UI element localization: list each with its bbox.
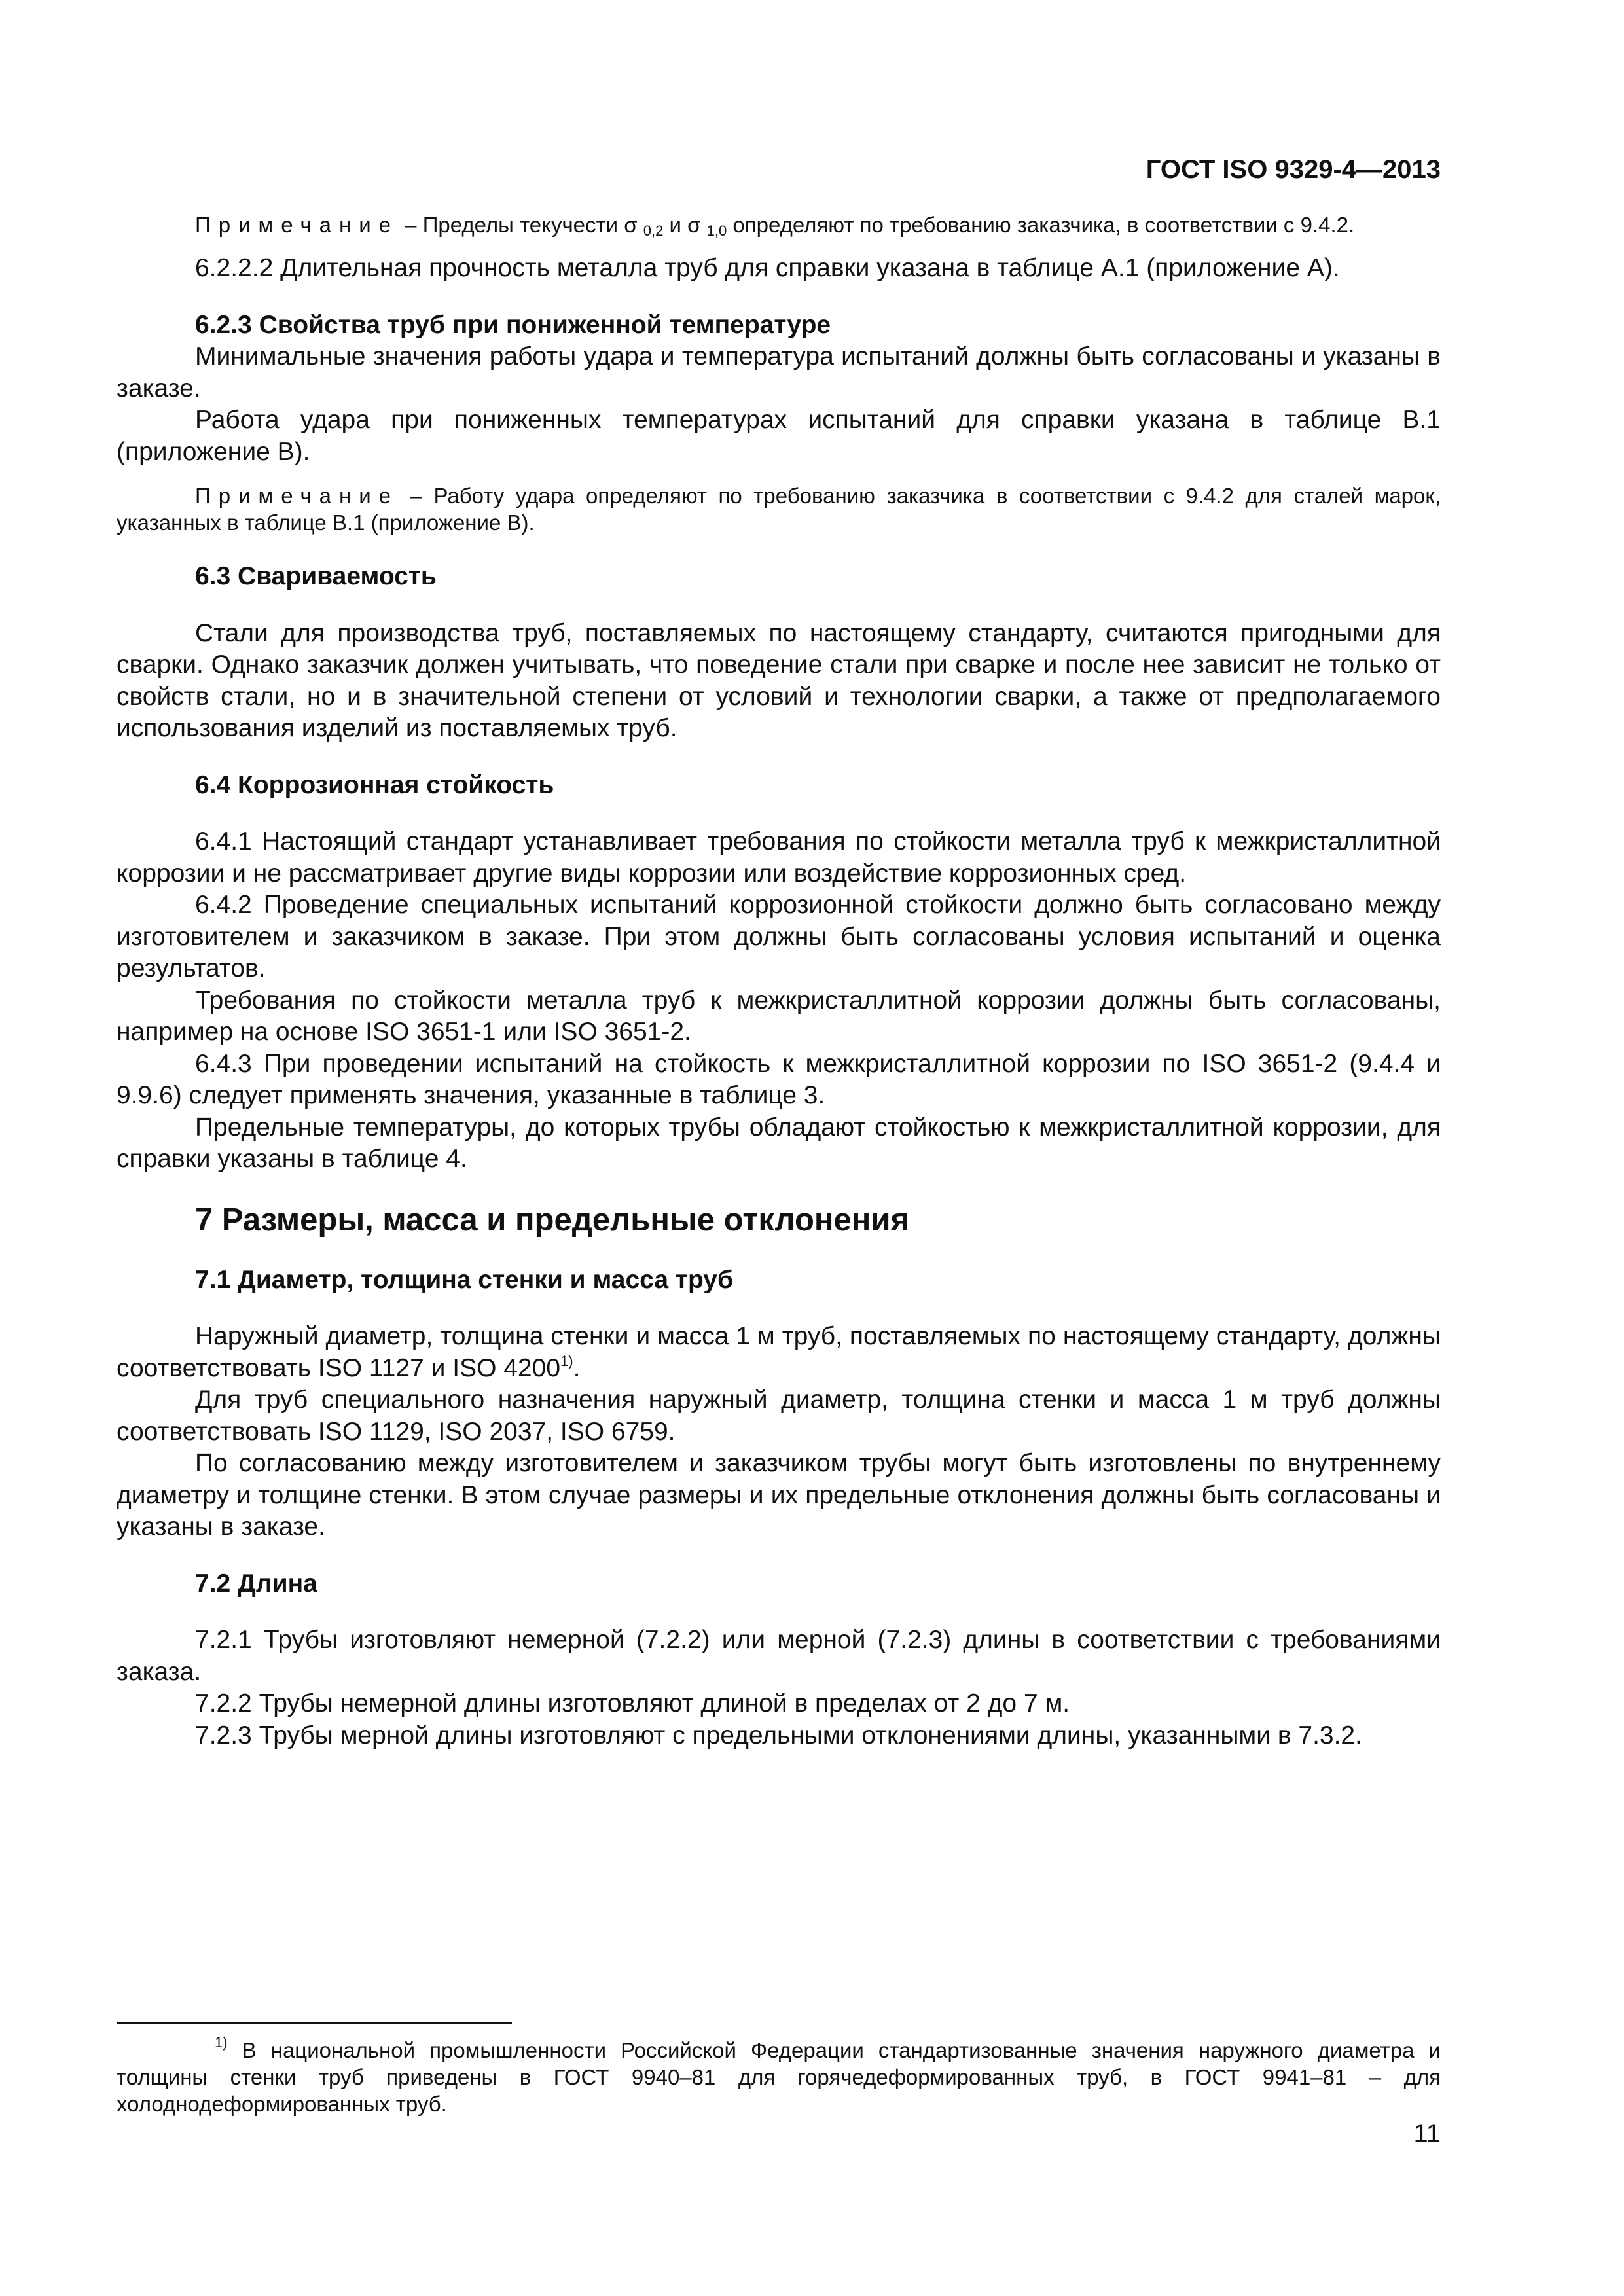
- paragraph-6-4-2-b: Требования по стойкости металла труб к межкристаллитной коррозии должны быть согласованы, например на основе ISO 3651-1 или ISO 3651-2.: [117, 986, 1441, 1046]
- paragraph-7-2-2: 7.2.2 Трубы немерной длины изготовляют длиной в пределах от 2 до 7 м.: [195, 1689, 1070, 1717]
- heading-6-3: 6.3 Свариваемость: [195, 562, 437, 590]
- page-content: [117, 154, 1441, 1751]
- note-yield-strength: Примечание – Пределы текучести σ $_{0,2}$ и σ $_{1,0}$ определяют по требованию заказчика, в соответствии с 9.4.2.: [195, 213, 1355, 239]
- paragraph-6-4-3-b: Предельные температуры, до которых трубы обладают стойкостью к межкристаллитной коррозии, для справки указаны в таблице 4.: [117, 1113, 1441, 1173]
- paragraph-7-1-3: По согласованию между изготовителем и заказчиком трубы могут быть изготовлены по внутреннему диаметру и толщине стенки. В этом случае размеры и их предельные отклонения должны быть согласованы и указаны в заказе.: [117, 1449, 1441, 1541]
- note-lead: Примечание: [195, 484, 399, 508]
- heading-7-1: 7.1 Диаметр, толщина стенки и масса труб: [195, 1265, 734, 1294]
- document-header: ГОСТ ISO 9329-4—2013: [1146, 155, 1441, 184]
- heading-6-2-3: 6.2.3 Свойства труб при пониженной температуре: [195, 310, 831, 339]
- page-number: 11: [1413, 2119, 1441, 2148]
- paragraph-6-2-3-1: Минимальные значения работы удара и температура испытаний должны быть согласованы и указаны в заказе.: [117, 342, 1441, 403]
- paragraph-7-2-1: 7.2.1 Трубы изготовляют немерной (7.2.2) или мерной (7.2.3) длины в соответствии с требованиями заказа.: [117, 1626, 1441, 1686]
- paragraph-6-2-2-2: 6.2.2.2 Длительная прочность металла труб для справки указана в таблице А.1 (приложение А).: [195, 254, 1340, 282]
- footnote-mark: 1): [215, 2034, 228, 2051]
- paragraph-6-4-3: 6.4.3 При проведении испытаний на стойкость к межкристаллитной коррозии по ISO 3651-2 (9.4.4 и 9.9.6) следует применять значения, указанные в таблице 3.: [117, 1049, 1441, 1109]
- heading-section-7: 7 Размеры, масса и предельные отклонения: [195, 1202, 910, 1238]
- note-impact-work: Примечание – Работу удара определяют по требованию заказчика в соответствии с 9.4.2 для сталей марок, указанных в таблице В.1 (приложение В).: [117, 484, 1441, 535]
- footnote-separator: [117, 2022, 512, 2024]
- footnote-reference: 1): [560, 1352, 573, 1369]
- paragraph-7-1-1: Наружный диаметр, толщина стенки и масса 1 м труб, поставляемых по настоящему стандарту, должны соответствовать ISO 1127 и ISO 4200$^{1)}$.: [117, 1322, 1441, 1382]
- paragraph-7-1-2: Для труб специального назначения наружный диаметр, толщина стенки и масса 1 м труб должны соответствовать ISO 1129, ISO 2037, ISO 6759.: [117, 1386, 1441, 1446]
- paragraph-7-2-3: 7.2.3 Трубы мерной длины изготовляют с предельными отклонениями длины, указанными в 7.3.2.: [195, 1721, 1362, 1749]
- heading-7-2: 7.2 Длина: [195, 1569, 317, 1598]
- paragraph-6-2-3-2: Работа удара при пониженных температурах испытаний для справки указана в таблице В.1 (приложение В).: [117, 406, 1441, 466]
- paragraph-6-4-2: 6.4.2 Проведение специальных испытаний коррозионной стойкости должно быть согласовано между изготовителем и заказчиком в заказе. При этом должны быть согласованы условия испытаний и оценка результатов.: [117, 891, 1441, 982]
- note-lead: Примечание: [195, 213, 399, 237]
- paragraph-6-4-1: 6.4.1 Настоящий стандарт устанавливает требования по стойкости металла труб к межкристаллитной коррозии и не рассматривает другие виды коррозии или воздействие коррозионных сред.: [117, 827, 1441, 888]
- heading-6-4: 6.4 Коррозионная стойкость: [195, 770, 554, 799]
- paragraph-6-3: Стали для производства труб, поставляемых по настоящему стандарту, считаются пригодными для сварки. Однако заказчик должен учитывать, что поведение стали при сварке и после нее зависит не только от свойств стали, но и в значительной степени от условий и технологии сварки, а также от предполагаемого использования изделий из поставляемых труб.: [117, 619, 1441, 742]
- footnote: $^{1)}$ В национальной промышленности Российской Федерации стандартизованные значения наружного диаметра и толщины стенки труб приведены в ГОСТ 9940–81 для горячедеформированных труб, в ГОСТ 9941–81 – для холоднодеформированных труб.: [117, 2034, 1441, 2116]
